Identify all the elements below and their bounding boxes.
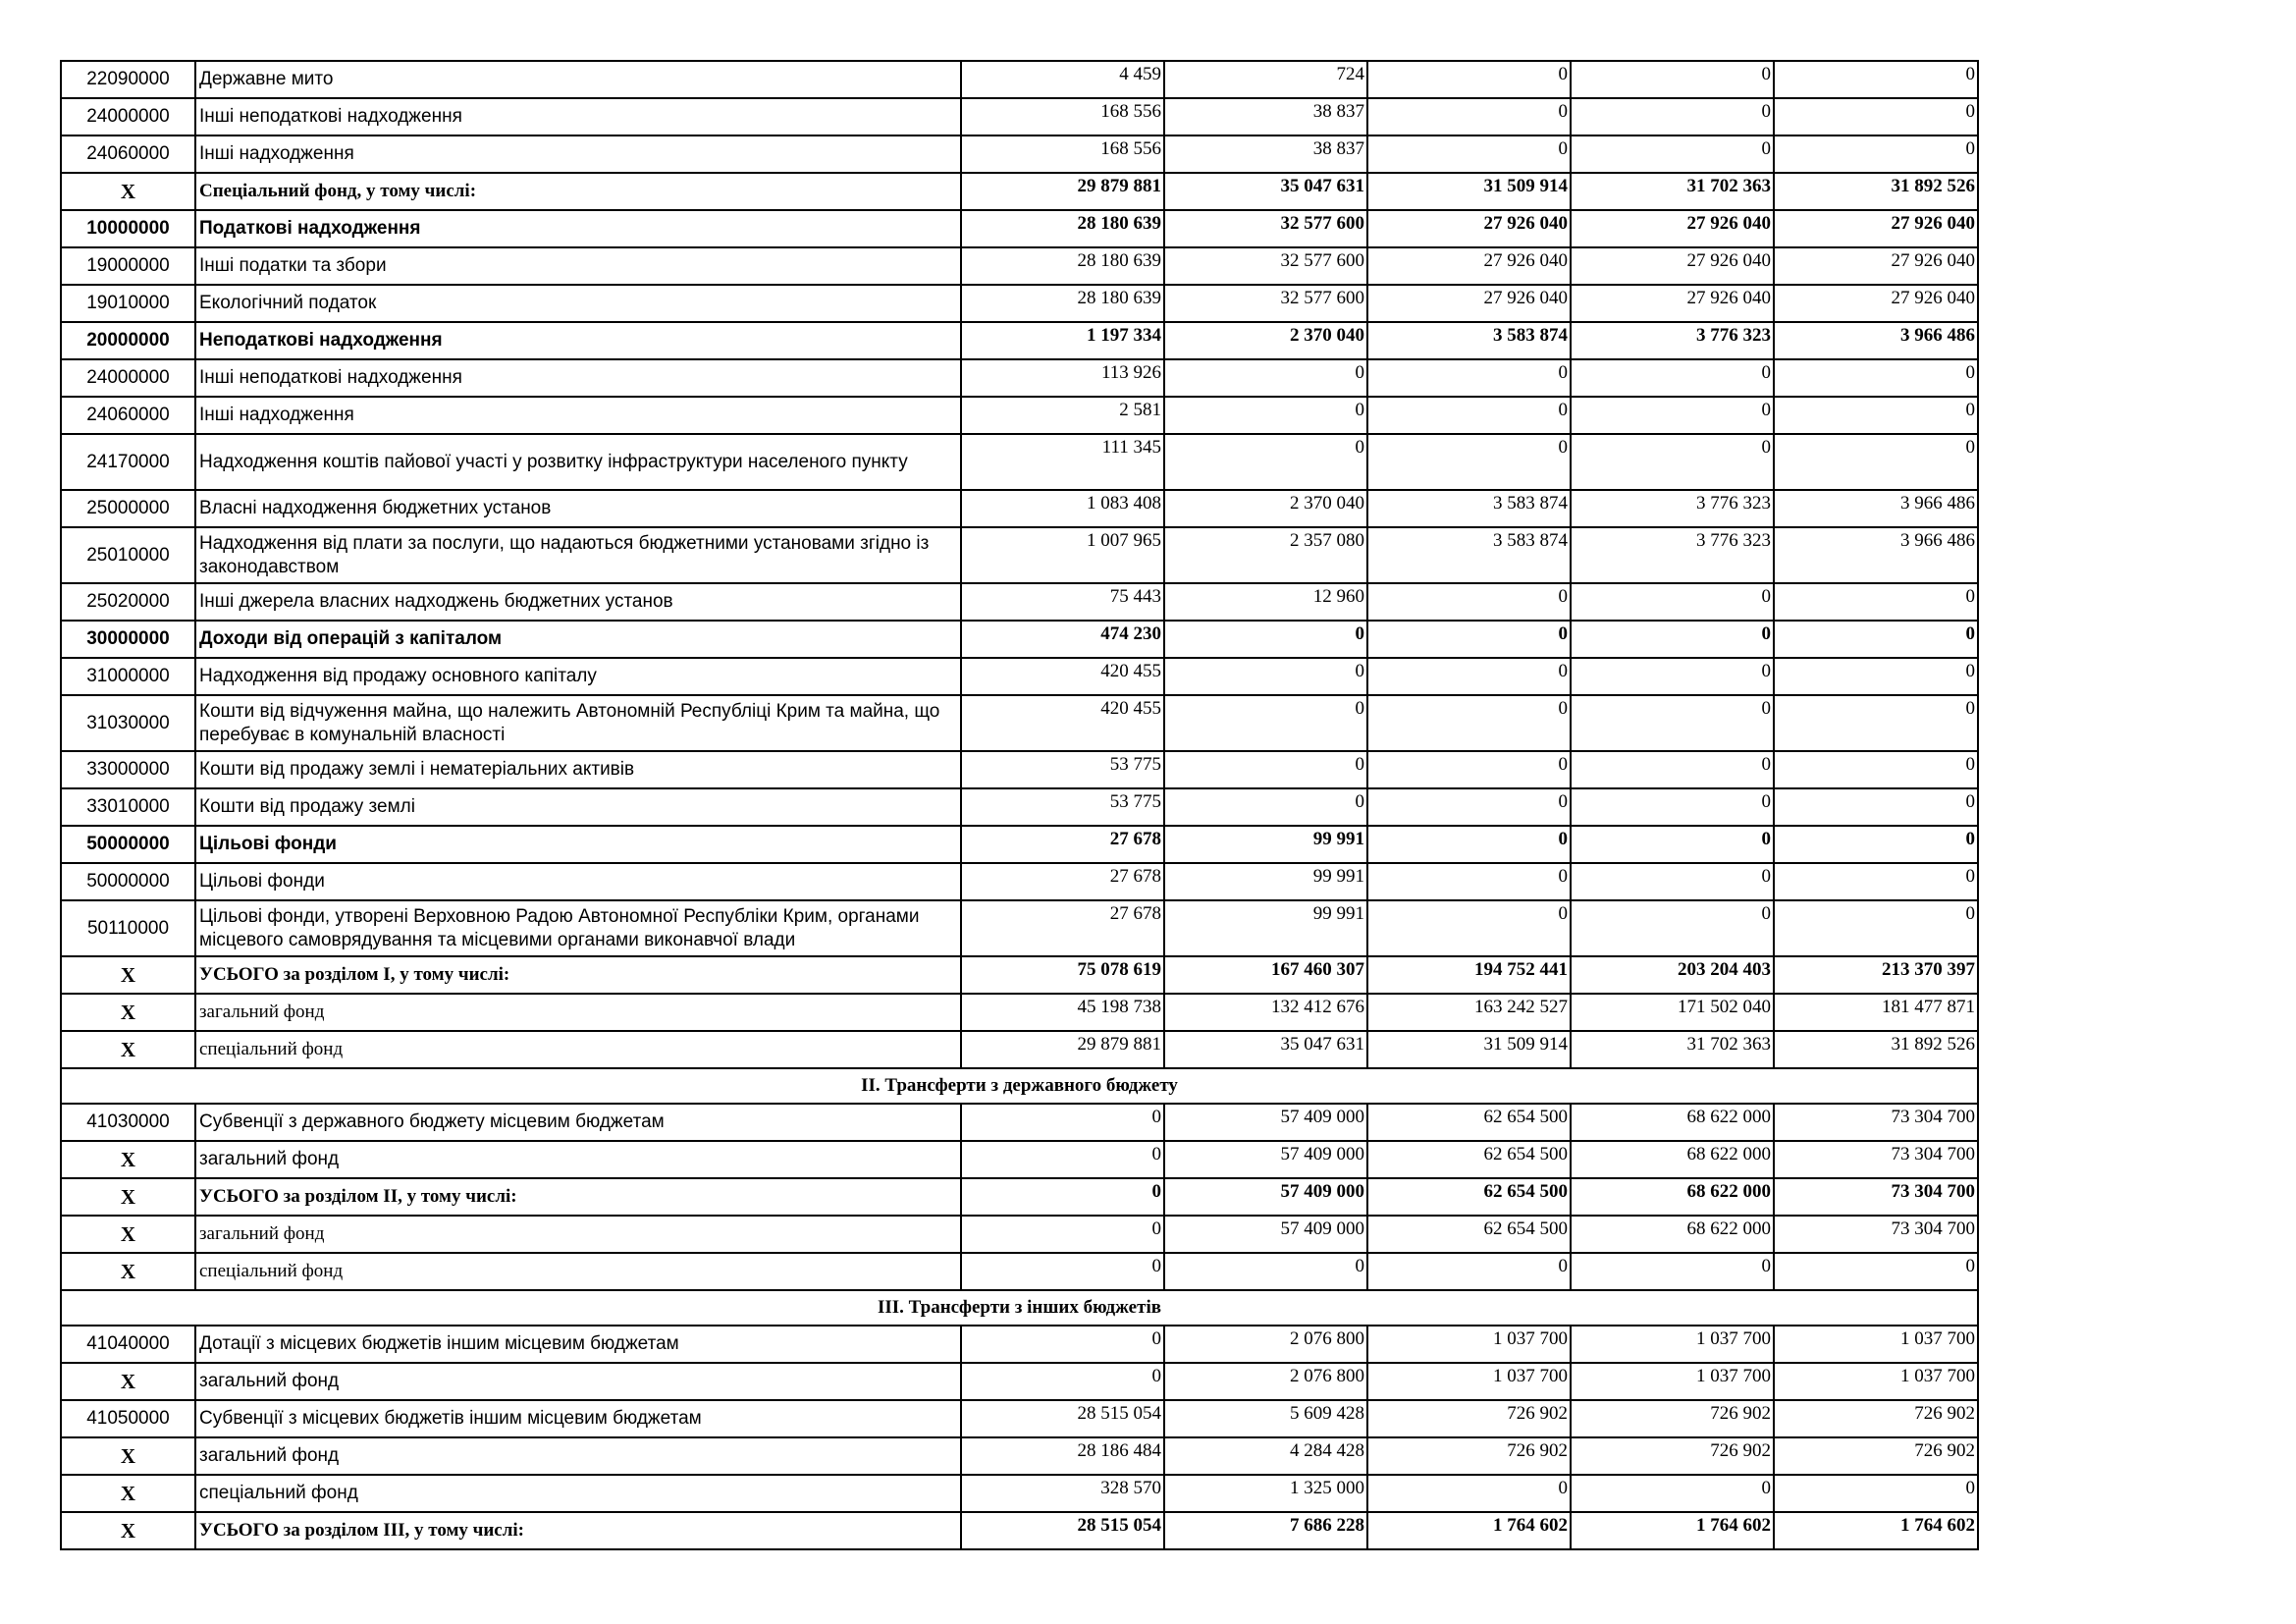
row-value-5: 0 bbox=[1774, 397, 1978, 434]
row-code: X bbox=[61, 1363, 195, 1400]
row-code: 24170000 bbox=[61, 434, 195, 490]
row-value-2: 35 047 631 bbox=[1164, 173, 1367, 210]
row-code: 31030000 bbox=[61, 695, 195, 751]
row-value-5: 0 bbox=[1774, 751, 1978, 788]
row-code: 24060000 bbox=[61, 397, 195, 434]
row-value-1: 75 443 bbox=[961, 583, 1164, 621]
row-value-3: 3 583 874 bbox=[1367, 490, 1571, 527]
row-value-2: 0 bbox=[1164, 751, 1367, 788]
row-value-4: 0 bbox=[1571, 826, 1774, 863]
row-code: 50110000 bbox=[61, 900, 195, 956]
table-row bbox=[61, 1141, 1978, 1178]
row-value-5: 0 bbox=[1774, 621, 1978, 658]
row-code: 25010000 bbox=[61, 527, 195, 583]
row-name: Надходження від плати за послуги, що надаються бюджетними установами згідно із законодавством bbox=[195, 527, 961, 583]
row-code: 41030000 bbox=[61, 1104, 195, 1141]
table-row bbox=[61, 695, 1978, 751]
row-code: 33000000 bbox=[61, 751, 195, 788]
row-name: Інші неподаткові надходження bbox=[195, 359, 961, 397]
row-value-4: 0 bbox=[1571, 621, 1774, 658]
row-value-2: 0 bbox=[1164, 621, 1367, 658]
row-value-1: 0 bbox=[961, 1104, 1164, 1141]
row-value-4: 1 764 602 bbox=[1571, 1512, 1774, 1549]
row-value-1: 1 083 408 bbox=[961, 490, 1164, 527]
row-value-2: 38 837 bbox=[1164, 135, 1367, 173]
table-row bbox=[61, 210, 1978, 247]
row-value-3: 0 bbox=[1367, 751, 1571, 788]
row-value-2: 167 460 307 bbox=[1164, 956, 1367, 994]
row-name: УСЬОГО за розділом III, у тому числі: bbox=[195, 1512, 961, 1549]
row-value-2: 57 409 000 bbox=[1164, 1178, 1367, 1216]
row-value-2: 5 609 428 bbox=[1164, 1400, 1367, 1437]
row-code: X bbox=[61, 1253, 195, 1290]
row-value-3: 3 583 874 bbox=[1367, 527, 1571, 583]
section-header-row bbox=[61, 1290, 1978, 1326]
row-code: 50000000 bbox=[61, 863, 195, 900]
row-code: 24000000 bbox=[61, 359, 195, 397]
row-value-5: 726 902 bbox=[1774, 1437, 1978, 1475]
row-code: 50000000 bbox=[61, 826, 195, 863]
row-value-5: 0 bbox=[1774, 359, 1978, 397]
row-value-4: 0 bbox=[1571, 98, 1774, 135]
row-name: Неподаткові надходження bbox=[195, 322, 961, 359]
row-name: Інші податки та збори bbox=[195, 247, 961, 285]
table-row bbox=[61, 285, 1978, 322]
row-value-1: 111 345 bbox=[961, 434, 1164, 490]
row-value-2: 32 577 600 bbox=[1164, 210, 1367, 247]
row-value-1: 29 879 881 bbox=[961, 1031, 1164, 1068]
row-value-1: 27 678 bbox=[961, 826, 1164, 863]
row-name: Кошти від продажу землі і нематеріальних активів bbox=[195, 751, 961, 788]
table-row bbox=[61, 98, 1978, 135]
row-value-3: 726 902 bbox=[1367, 1437, 1571, 1475]
row-value-4: 68 622 000 bbox=[1571, 1141, 1774, 1178]
row-value-5: 27 926 040 bbox=[1774, 210, 1978, 247]
row-code: 25020000 bbox=[61, 583, 195, 621]
row-value-5: 1 037 700 bbox=[1774, 1363, 1978, 1400]
row-value-4: 0 bbox=[1571, 1253, 1774, 1290]
table-row bbox=[61, 788, 1978, 826]
table-row bbox=[61, 621, 1978, 658]
table-row bbox=[61, 1363, 1978, 1400]
row-value-2: 0 bbox=[1164, 1253, 1367, 1290]
row-value-4: 31 702 363 bbox=[1571, 1031, 1774, 1068]
row-value-5: 0 bbox=[1774, 900, 1978, 956]
row-value-3: 0 bbox=[1367, 397, 1571, 434]
section-title: III. Трансферти з інших бюджетів bbox=[61, 1290, 1978, 1326]
row-name: Надходження коштів пайової участі у розвитку інфраструктури населеного пункту bbox=[195, 434, 961, 490]
row-code: X bbox=[61, 1216, 195, 1253]
row-value-3: 0 bbox=[1367, 826, 1571, 863]
row-value-5: 0 bbox=[1774, 826, 1978, 863]
row-name: Податкові надходження bbox=[195, 210, 961, 247]
table-row bbox=[61, 1475, 1978, 1512]
row-value-1: 28 515 054 bbox=[961, 1512, 1164, 1549]
table-row bbox=[61, 1104, 1978, 1141]
row-value-2: 0 bbox=[1164, 397, 1367, 434]
row-value-3: 194 752 441 bbox=[1367, 956, 1571, 994]
row-value-3: 726 902 bbox=[1367, 1400, 1571, 1437]
row-value-5: 0 bbox=[1774, 1253, 1978, 1290]
row-value-2: 0 bbox=[1164, 695, 1367, 751]
row-value-4: 0 bbox=[1571, 695, 1774, 751]
table-row bbox=[61, 1253, 1978, 1290]
row-value-2: 38 837 bbox=[1164, 98, 1367, 135]
row-value-3: 0 bbox=[1367, 434, 1571, 490]
row-value-3: 163 242 527 bbox=[1367, 994, 1571, 1031]
row-value-2: 2 357 080 bbox=[1164, 527, 1367, 583]
row-value-4: 3 776 323 bbox=[1571, 527, 1774, 583]
table-row bbox=[61, 359, 1978, 397]
row-value-3: 0 bbox=[1367, 863, 1571, 900]
row-value-4: 0 bbox=[1571, 788, 1774, 826]
row-name: Державне мито bbox=[195, 61, 961, 98]
row-code: X bbox=[61, 956, 195, 994]
row-value-1: 53 775 bbox=[961, 751, 1164, 788]
row-value-1: 1 197 334 bbox=[961, 322, 1164, 359]
row-value-4: 0 bbox=[1571, 583, 1774, 621]
table-row bbox=[61, 527, 1978, 583]
row-value-3: 0 bbox=[1367, 900, 1571, 956]
row-value-3: 0 bbox=[1367, 695, 1571, 751]
row-value-1: 0 bbox=[961, 1326, 1164, 1363]
row-value-1: 75 078 619 bbox=[961, 956, 1164, 994]
row-value-3: 62 654 500 bbox=[1367, 1178, 1571, 1216]
table-row bbox=[61, 994, 1978, 1031]
row-value-1: 45 198 738 bbox=[961, 994, 1164, 1031]
row-name: Екологічний податок bbox=[195, 285, 961, 322]
row-code: 10000000 bbox=[61, 210, 195, 247]
row-value-2: 32 577 600 bbox=[1164, 247, 1367, 285]
row-value-2: 2 076 800 bbox=[1164, 1326, 1367, 1363]
row-name: спеціальний фонд bbox=[195, 1253, 961, 1290]
row-name: загальний фонд bbox=[195, 1363, 961, 1400]
row-value-3: 0 bbox=[1367, 583, 1571, 621]
row-value-1: 2 581 bbox=[961, 397, 1164, 434]
row-name: загальний фонд bbox=[195, 1437, 961, 1475]
row-value-4: 171 502 040 bbox=[1571, 994, 1774, 1031]
row-value-3: 31 509 914 bbox=[1367, 1031, 1571, 1068]
row-value-5: 27 926 040 bbox=[1774, 247, 1978, 285]
budget-revenue-table bbox=[60, 60, 1979, 1550]
row-code: X bbox=[61, 1512, 195, 1549]
row-value-3: 62 654 500 bbox=[1367, 1141, 1571, 1178]
row-value-4: 1 037 700 bbox=[1571, 1363, 1774, 1400]
row-value-1: 1 007 965 bbox=[961, 527, 1164, 583]
row-value-1: 0 bbox=[961, 1253, 1164, 1290]
row-name: Спеціальний фонд, у тому числі: bbox=[195, 173, 961, 210]
row-value-5: 3 966 486 bbox=[1774, 322, 1978, 359]
row-name: Цільові фонди, утворені Верховною Радою Автономної Республіки Крим, органами місцевого самоврядування та місцевими органами виконавчої влади bbox=[195, 900, 961, 956]
row-value-5: 73 304 700 bbox=[1774, 1216, 1978, 1253]
row-name: Доходи від операцій з капіталом bbox=[195, 621, 961, 658]
table-row bbox=[61, 247, 1978, 285]
row-value-2: 0 bbox=[1164, 359, 1367, 397]
row-value-1: 29 879 881 bbox=[961, 173, 1164, 210]
row-code: 24060000 bbox=[61, 135, 195, 173]
table-row bbox=[61, 826, 1978, 863]
row-value-3: 62 654 500 bbox=[1367, 1104, 1571, 1141]
row-name: Цільові фонди bbox=[195, 826, 961, 863]
row-value-2: 35 047 631 bbox=[1164, 1031, 1367, 1068]
row-value-2: 57 409 000 bbox=[1164, 1104, 1367, 1141]
row-value-1: 27 678 bbox=[961, 900, 1164, 956]
row-value-3: 0 bbox=[1367, 658, 1571, 695]
row-code: X bbox=[61, 1178, 195, 1216]
row-value-5: 1 764 602 bbox=[1774, 1512, 1978, 1549]
row-value-4: 0 bbox=[1571, 1475, 1774, 1512]
row-value-5: 0 bbox=[1774, 1475, 1978, 1512]
row-value-2: 1 325 000 bbox=[1164, 1475, 1367, 1512]
row-value-5: 1 037 700 bbox=[1774, 1326, 1978, 1363]
row-value-2: 57 409 000 bbox=[1164, 1216, 1367, 1253]
row-value-4: 68 622 000 bbox=[1571, 1178, 1774, 1216]
row-name: Цільові фонди bbox=[195, 863, 961, 900]
table-row bbox=[61, 173, 1978, 210]
table-row bbox=[61, 322, 1978, 359]
row-value-2: 7 686 228 bbox=[1164, 1512, 1367, 1549]
row-name: Субвенції з державного бюджету місцевим бюджетам bbox=[195, 1104, 961, 1141]
row-name: загальний фонд bbox=[195, 1141, 961, 1178]
row-code: 33010000 bbox=[61, 788, 195, 826]
row-value-2: 4 284 428 bbox=[1164, 1437, 1367, 1475]
row-value-4: 27 926 040 bbox=[1571, 285, 1774, 322]
row-value-4: 0 bbox=[1571, 863, 1774, 900]
row-value-5: 73 304 700 bbox=[1774, 1178, 1978, 1216]
row-value-1: 0 bbox=[961, 1363, 1164, 1400]
row-code: 22090000 bbox=[61, 61, 195, 98]
row-name: спеціальний фонд bbox=[195, 1031, 961, 1068]
row-value-3: 0 bbox=[1367, 61, 1571, 98]
row-name: Кошти від відчуження майна, що належить Автономній Республіці Крим та майна, що перебуває в комунальній власності bbox=[195, 695, 961, 751]
row-value-5: 0 bbox=[1774, 695, 1978, 751]
row-value-1: 28 186 484 bbox=[961, 1437, 1164, 1475]
row-value-5: 31 892 526 bbox=[1774, 1031, 1978, 1068]
table-row bbox=[61, 135, 1978, 173]
table-row bbox=[61, 397, 1978, 434]
row-value-4: 0 bbox=[1571, 397, 1774, 434]
row-value-5: 0 bbox=[1774, 583, 1978, 621]
row-value-3: 0 bbox=[1367, 1475, 1571, 1512]
row-value-4: 1 037 700 bbox=[1571, 1326, 1774, 1363]
row-value-5: 73 304 700 bbox=[1774, 1104, 1978, 1141]
row-value-3: 1 037 700 bbox=[1367, 1326, 1571, 1363]
row-value-5: 0 bbox=[1774, 135, 1978, 173]
row-value-5: 0 bbox=[1774, 434, 1978, 490]
row-value-3: 0 bbox=[1367, 359, 1571, 397]
row-value-2: 99 991 bbox=[1164, 863, 1367, 900]
row-value-1: 28 180 639 bbox=[961, 210, 1164, 247]
table-row bbox=[61, 1178, 1978, 1216]
row-name: загальний фонд bbox=[195, 1216, 961, 1253]
table-row bbox=[61, 658, 1978, 695]
row-value-1: 420 455 bbox=[961, 695, 1164, 751]
table-row bbox=[61, 863, 1978, 900]
table-row bbox=[61, 583, 1978, 621]
table-row bbox=[61, 490, 1978, 527]
table-body bbox=[61, 61, 1978, 1549]
row-value-4: 0 bbox=[1571, 658, 1774, 695]
row-value-1: 53 775 bbox=[961, 788, 1164, 826]
row-value-1: 474 230 bbox=[961, 621, 1164, 658]
row-code: 24000000 bbox=[61, 98, 195, 135]
row-value-3: 0 bbox=[1367, 1253, 1571, 1290]
row-value-2: 99 991 bbox=[1164, 900, 1367, 956]
row-value-1: 28 180 639 bbox=[961, 247, 1164, 285]
row-value-4: 0 bbox=[1571, 751, 1774, 788]
row-value-2: 132 412 676 bbox=[1164, 994, 1367, 1031]
table-row bbox=[61, 1216, 1978, 1253]
row-value-3: 0 bbox=[1367, 788, 1571, 826]
row-value-4: 0 bbox=[1571, 900, 1774, 956]
row-value-4: 27 926 040 bbox=[1571, 210, 1774, 247]
row-value-5: 3 966 486 bbox=[1774, 490, 1978, 527]
row-value-1: 28 180 639 bbox=[961, 285, 1164, 322]
row-value-5: 0 bbox=[1774, 98, 1978, 135]
row-value-5: 0 bbox=[1774, 788, 1978, 826]
row-value-2: 2 370 040 bbox=[1164, 490, 1367, 527]
row-value-3: 62 654 500 bbox=[1367, 1216, 1571, 1253]
row-name: спеціальний фонд bbox=[195, 1475, 961, 1512]
row-code: X bbox=[61, 994, 195, 1031]
row-value-2: 724 bbox=[1164, 61, 1367, 98]
table-row bbox=[61, 1326, 1978, 1363]
row-value-1: 328 570 bbox=[961, 1475, 1164, 1512]
row-value-3: 1 037 700 bbox=[1367, 1363, 1571, 1400]
row-name: УСЬОГО за розділом II, у тому числі: bbox=[195, 1178, 961, 1216]
table-row bbox=[61, 751, 1978, 788]
row-value-2: 0 bbox=[1164, 434, 1367, 490]
row-value-4: 0 bbox=[1571, 434, 1774, 490]
row-name: Інші джерела власних надходжень бюджетних установ bbox=[195, 583, 961, 621]
row-value-3: 3 583 874 bbox=[1367, 322, 1571, 359]
row-code: 30000000 bbox=[61, 621, 195, 658]
row-value-4: 0 bbox=[1571, 61, 1774, 98]
row-value-5: 0 bbox=[1774, 863, 1978, 900]
row-name: Дотації з місцевих бюджетів іншим місцевим бюджетам bbox=[195, 1326, 961, 1363]
row-value-5: 27 926 040 bbox=[1774, 285, 1978, 322]
row-value-3: 27 926 040 bbox=[1367, 210, 1571, 247]
row-value-4: 726 902 bbox=[1571, 1437, 1774, 1475]
row-value-4: 68 622 000 bbox=[1571, 1216, 1774, 1253]
row-code: X bbox=[61, 1031, 195, 1068]
row-name: Субвенції з місцевих бюджетів іншим місцевим бюджетам bbox=[195, 1400, 961, 1437]
row-value-4: 3 776 323 bbox=[1571, 322, 1774, 359]
table-row bbox=[61, 1437, 1978, 1475]
table-row bbox=[61, 434, 1978, 490]
row-name: Інші надходження bbox=[195, 135, 961, 173]
row-value-5: 213 370 397 bbox=[1774, 956, 1978, 994]
row-value-3: 1 764 602 bbox=[1367, 1512, 1571, 1549]
row-value-1: 0 bbox=[961, 1216, 1164, 1253]
row-value-2: 12 960 bbox=[1164, 583, 1367, 621]
table-row bbox=[61, 61, 1978, 98]
row-code: 25000000 bbox=[61, 490, 195, 527]
row-name: Надходження від продажу основного капіталу bbox=[195, 658, 961, 695]
row-value-3: 27 926 040 bbox=[1367, 247, 1571, 285]
row-name: Власні надходження бюджетних установ bbox=[195, 490, 961, 527]
row-value-2: 99 991 bbox=[1164, 826, 1367, 863]
row-value-5: 181 477 871 bbox=[1774, 994, 1978, 1031]
row-code: 19010000 bbox=[61, 285, 195, 322]
row-value-1: 28 515 054 bbox=[961, 1400, 1164, 1437]
row-value-5: 0 bbox=[1774, 658, 1978, 695]
row-value-1: 168 556 bbox=[961, 135, 1164, 173]
row-name: Кошти від продажу землі bbox=[195, 788, 961, 826]
section-title: II. Трансферти з державного бюджету bbox=[61, 1068, 1978, 1104]
row-code: 41040000 bbox=[61, 1326, 195, 1363]
row-value-1: 113 926 bbox=[961, 359, 1164, 397]
row-value-2: 0 bbox=[1164, 658, 1367, 695]
row-name: УСЬОГО за розділом I, у тому числі: bbox=[195, 956, 961, 994]
row-value-3: 27 926 040 bbox=[1367, 285, 1571, 322]
row-name: Інші надходження bbox=[195, 397, 961, 434]
row-code: 19000000 bbox=[61, 247, 195, 285]
row-value-4: 3 776 323 bbox=[1571, 490, 1774, 527]
row-value-2: 32 577 600 bbox=[1164, 285, 1367, 322]
row-value-1: 0 bbox=[961, 1178, 1164, 1216]
row-code: X bbox=[61, 1141, 195, 1178]
row-value-5: 726 902 bbox=[1774, 1400, 1978, 1437]
row-value-1: 27 678 bbox=[961, 863, 1164, 900]
table-row bbox=[61, 1512, 1978, 1549]
row-value-4: 0 bbox=[1571, 359, 1774, 397]
table-row bbox=[61, 1031, 1978, 1068]
row-value-3: 0 bbox=[1367, 621, 1571, 658]
table-row bbox=[61, 900, 1978, 956]
section-header-row bbox=[61, 1068, 1978, 1104]
row-name: загальний фонд bbox=[195, 994, 961, 1031]
row-value-5: 3 966 486 bbox=[1774, 527, 1978, 583]
row-value-4: 27 926 040 bbox=[1571, 247, 1774, 285]
row-value-3: 0 bbox=[1367, 135, 1571, 173]
row-value-4: 68 622 000 bbox=[1571, 1104, 1774, 1141]
row-value-4: 203 204 403 bbox=[1571, 956, 1774, 994]
row-value-2: 0 bbox=[1164, 788, 1367, 826]
row-code: 31000000 bbox=[61, 658, 195, 695]
row-value-1: 168 556 bbox=[961, 98, 1164, 135]
row-value-4: 0 bbox=[1571, 135, 1774, 173]
row-value-2: 57 409 000 bbox=[1164, 1141, 1367, 1178]
row-code: X bbox=[61, 1437, 195, 1475]
row-value-3: 0 bbox=[1367, 98, 1571, 135]
row-value-3: 31 509 914 bbox=[1367, 173, 1571, 210]
row-value-1: 420 455 bbox=[961, 658, 1164, 695]
row-value-5: 0 bbox=[1774, 61, 1978, 98]
row-value-4: 31 702 363 bbox=[1571, 173, 1774, 210]
row-value-5: 73 304 700 bbox=[1774, 1141, 1978, 1178]
row-value-5: 31 892 526 bbox=[1774, 173, 1978, 210]
row-value-4: 726 902 bbox=[1571, 1400, 1774, 1437]
row-name: Інші неподаткові надходження bbox=[195, 98, 961, 135]
table-row bbox=[61, 1400, 1978, 1437]
row-code: X bbox=[61, 1475, 195, 1512]
row-code: 20000000 bbox=[61, 322, 195, 359]
row-value-1: 0 bbox=[961, 1141, 1164, 1178]
row-code: 41050000 bbox=[61, 1400, 195, 1437]
row-code: X bbox=[61, 173, 195, 210]
row-value-1: 4 459 bbox=[961, 61, 1164, 98]
row-value-2: 2 076 800 bbox=[1164, 1363, 1367, 1400]
table-row bbox=[61, 956, 1978, 994]
row-value-2: 2 370 040 bbox=[1164, 322, 1367, 359]
